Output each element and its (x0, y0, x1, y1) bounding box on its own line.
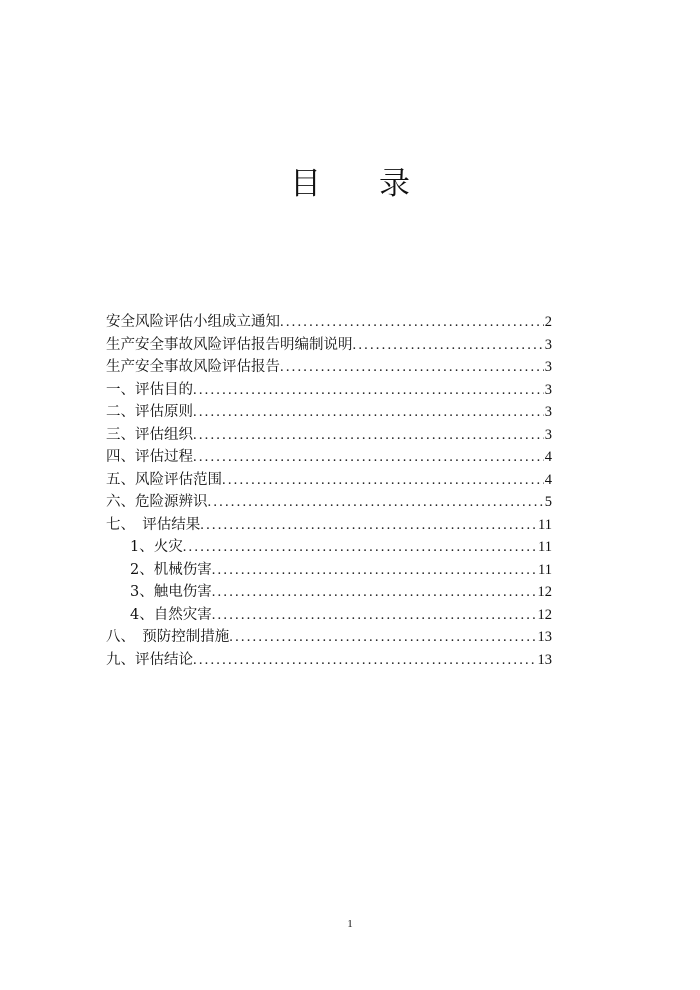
toc-entry[interactable] (106, 604, 552, 627)
toc-leader-dots (229, 626, 536, 649)
toc-leader-dots (280, 356, 544, 379)
toc-leader-dots (353, 334, 544, 357)
toc-entry-label: 六、危险源辨识 (106, 494, 208, 510)
toc-entry-page: 4 (544, 471, 552, 488)
toc-entry[interactable] (106, 334, 552, 357)
toc-entry-page: 4 (544, 449, 552, 465)
toc-entry[interactable] (106, 379, 552, 402)
toc-entry-page: 2 (544, 314, 552, 330)
page-title (0, 158, 700, 203)
toc-leader-dots (193, 401, 544, 424)
toc-entry-page: 11 (538, 561, 552, 578)
toc-entry-label: 生产安全事故风险评估报告 (106, 359, 280, 375)
toc-entry-label: 4、自然灾害 (130, 606, 212, 623)
toc-entry-page: 3 (544, 404, 552, 420)
toc-entry-label: 三、评估组织 (106, 426, 193, 443)
toc-leader-dots (212, 604, 537, 627)
toc-leader-dots (193, 379, 544, 402)
toc-entry[interactable] (106, 469, 552, 492)
toc-leader-dots (193, 649, 537, 672)
toc-entry-label: 2、机械伤害 (130, 561, 212, 578)
toc-entry-page: 3 (544, 336, 552, 353)
page-number: 1 (347, 918, 353, 930)
toc-entry-label: 一、评估目的 (106, 381, 193, 398)
toc-leader-dots (212, 559, 537, 582)
toc-entry[interactable] (106, 356, 552, 379)
toc-entry[interactable] (106, 491, 552, 514)
toc-leader-dots (208, 491, 544, 514)
toc-entry[interactable] (106, 626, 552, 649)
toc-entry-page: 13 (537, 629, 552, 645)
toc-entry-page: 3 (544, 359, 552, 375)
toc-entry-page: 11 (538, 539, 552, 555)
table-of-contents (106, 311, 552, 671)
toc-entry-page: 12 (537, 606, 552, 623)
toc-entry-label: 五、风险评估范围 (106, 471, 222, 488)
toc-entry-page: 3 (544, 381, 552, 398)
toc-entry[interactable] (106, 424, 552, 447)
toc-entry-label: 安全风险评估小组成立通知 (106, 314, 280, 330)
toc-entry-label: 生产安全事故风险评估报告明编制说明 (106, 336, 353, 353)
toc-leader-dots (280, 311, 544, 334)
toc-entry-page: 5 (544, 494, 552, 510)
toc-entry-label: 3、触电伤害 (130, 584, 212, 600)
toc-entry[interactable] (106, 649, 552, 672)
title-char-1: 目 (290, 166, 321, 202)
toc-entry[interactable] (106, 311, 552, 334)
toc-entry-label: 1、火灾 (130, 539, 183, 555)
toc-entry[interactable] (106, 514, 552, 537)
toc-leader-dots (222, 469, 544, 492)
toc-leader-dots (193, 424, 544, 447)
toc-entry-page: 11 (538, 516, 552, 533)
toc-leader-dots (200, 514, 537, 537)
toc-entry-label: 二、评估原则 (106, 404, 193, 420)
title-char-2: 录 (379, 166, 410, 202)
toc-leader-dots (183, 536, 537, 559)
toc-entry[interactable] (106, 446, 552, 469)
toc-entry-label: 九、评估结论 (106, 651, 193, 668)
toc-leader-dots (193, 446, 544, 469)
toc-entry-label: 四、评估过程 (106, 449, 193, 465)
toc-entry-page: 13 (537, 651, 552, 668)
toc-entry[interactable] (106, 401, 552, 424)
toc-entry-page: 3 (544, 426, 552, 443)
toc-entry-page: 12 (537, 584, 552, 600)
toc-entry[interactable] (106, 559, 552, 582)
toc-entry-label: 七、 评估结果 (106, 516, 201, 533)
toc-entry[interactable] (106, 536, 552, 559)
toc-entry-label: 八、 预防控制措施 (106, 629, 230, 645)
toc-leader-dots (212, 581, 537, 604)
toc-entry[interactable] (106, 581, 552, 604)
